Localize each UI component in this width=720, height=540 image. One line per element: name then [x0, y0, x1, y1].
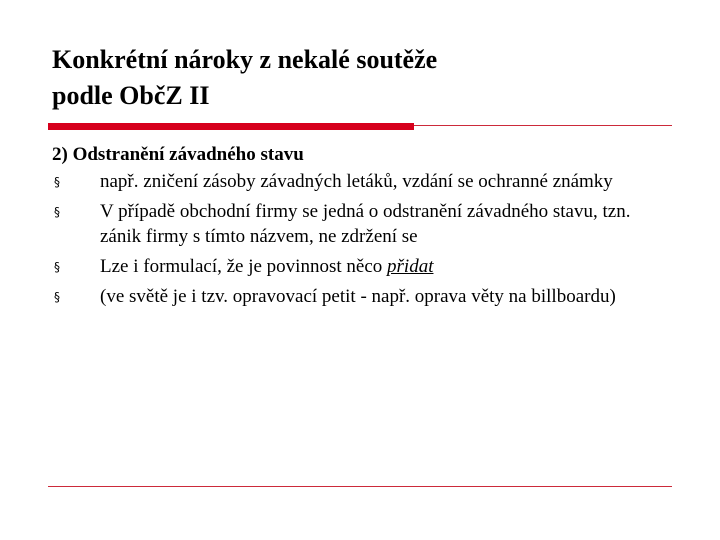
title-divider	[48, 123, 672, 130]
section-bullet-icon: §	[54, 259, 60, 274]
title-divider-line	[414, 125, 672, 126]
list-item	[52, 285, 664, 309]
list-item	[52, 170, 664, 194]
list-item	[52, 255, 664, 279]
bullet-text: Lze i formulací, že je povinnost něco	[100, 255, 388, 277]
bullet-text: V případě obchodní firmy se jedná o odstranění závadného stavu, tzn. zánik firmy s tímto názvem, ne zdržení se	[100, 201, 631, 247]
bullet-text: (ve světě je i tzv. opravovací petit - např. oprava věty na billboardu)	[100, 286, 616, 308]
bullet-list	[52, 170, 664, 309]
slide-title-line-2: podle ObčZ II	[52, 81, 210, 110]
list-item	[52, 200, 664, 248]
bullet-text: např. zničení zásoby závadných letáků, vzdání se ochranné známky	[100, 171, 613, 193]
section-heading: 2) Odstranění závadného stavu	[52, 144, 304, 165]
slide-body	[52, 143, 664, 315]
bullet-text-emphasis: přidat	[387, 255, 434, 277]
section-bullet-icon: §	[54, 290, 60, 305]
footer-divider	[48, 486, 672, 487]
slide-title-line-1: Konkrétní nároky z nekalé soutěže	[52, 45, 438, 74]
slide-title	[52, 42, 672, 114]
section-bullet-icon: §	[54, 175, 60, 190]
section-bullet-icon: §	[54, 205, 60, 220]
title-divider-accent	[48, 123, 414, 130]
